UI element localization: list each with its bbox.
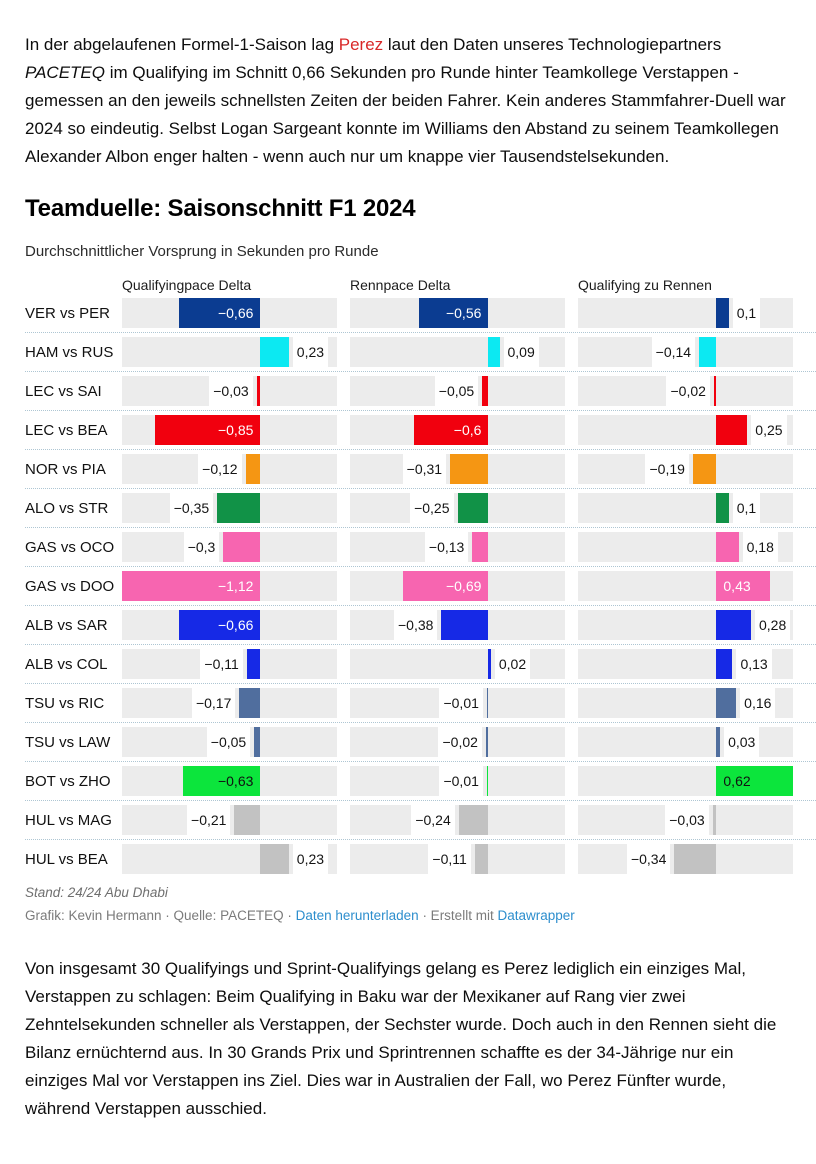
row-separator: [25, 410, 816, 411]
bar-track: [578, 415, 793, 445]
outro-paragraph: [25, 955, 791, 1123]
value-label: 0,1: [733, 493, 760, 523]
row-label: NOR vs PIA: [25, 460, 106, 478]
bar-track: [122, 493, 337, 523]
chart-rows: [25, 298, 816, 874]
value-label: −0,63: [217, 773, 254, 789]
bar-track: [122, 844, 337, 874]
bar-track: [350, 493, 565, 523]
chart-attribution: [25, 908, 816, 923]
column-header-qualifyingpace: Qualifyingpace Delta: [122, 277, 252, 293]
bar-track: [350, 454, 565, 484]
value-label: −0,3: [184, 532, 220, 562]
chart-row: [25, 376, 816, 406]
chart-row: [25, 571, 816, 601]
bar: [713, 805, 717, 835]
bar: [716, 493, 728, 523]
chart-row: [25, 532, 816, 562]
bar: [716, 649, 732, 679]
value-label: 0,23: [293, 337, 328, 367]
value-label: 0,16: [740, 688, 775, 718]
chart-row: [25, 415, 816, 445]
value-label: −0,34: [627, 844, 670, 874]
row-separator: [25, 800, 816, 801]
bar-track: [350, 688, 565, 718]
row-label: GAS vs OCO: [25, 538, 115, 556]
value-label: 0,13: [736, 649, 771, 679]
value-label: −0,56: [445, 305, 482, 321]
row-label: LEC vs SAI: [25, 382, 102, 400]
bar-track: [122, 298, 337, 328]
bar: [260, 337, 288, 367]
value-label: 0,03: [724, 727, 759, 757]
value-label: −0,01: [439, 766, 482, 796]
value-label: −0,02: [666, 376, 709, 406]
value-label: −0,21: [187, 805, 230, 835]
value-label: −0,19: [645, 454, 688, 484]
bar-track: [578, 337, 793, 367]
value-label: −0,25: [410, 493, 453, 523]
value-label: 0,18: [743, 532, 778, 562]
row-label: TSU vs LAW: [25, 733, 111, 751]
value-label: −0,13: [425, 532, 468, 562]
bar-track: [578, 571, 793, 601]
bar-track: [122, 376, 337, 406]
column-header-rennpace: Rennpace Delta: [350, 277, 451, 293]
bar: [260, 844, 288, 874]
chart-row: [25, 844, 816, 874]
bar-track: [122, 337, 337, 367]
row-label: GAS vs DOO: [25, 577, 115, 595]
value-label: −0,69: [445, 578, 482, 594]
bar-track: [578, 493, 793, 523]
bar-track: [122, 727, 337, 757]
bar-track: [122, 649, 337, 679]
bar-track: [350, 649, 565, 679]
chart-row: [25, 493, 816, 523]
bar-track: [122, 454, 337, 484]
bar-track: [350, 727, 565, 757]
bar-track: [122, 688, 337, 718]
bar: [716, 688, 736, 718]
bar-track: [578, 844, 793, 874]
row-label: BOT vs ZHO: [25, 772, 111, 790]
row-label: HAM vs RUS: [25, 343, 114, 361]
bar: [459, 805, 489, 835]
bar: [247, 649, 261, 679]
bar: [472, 532, 488, 562]
row-separator: [25, 566, 816, 567]
value-label: 0,25: [751, 415, 786, 445]
chart-row: [25, 649, 816, 679]
chart-note-stand: Stand: 24/24 Abu Dhabi: [25, 885, 168, 900]
intro-paragraph: [25, 31, 791, 171]
bar-track: [578, 376, 793, 406]
bar: [674, 844, 716, 874]
bar-track: [350, 571, 565, 601]
value-label: −0,66: [217, 617, 254, 633]
bar-track: [578, 532, 793, 562]
row-label: ALB vs SAR: [25, 616, 108, 634]
bar: [716, 532, 738, 562]
value-label: −0,05: [207, 727, 250, 757]
text-segment: laut den Daten unseres Technologiepartners: [383, 35, 722, 54]
chart-row: [25, 298, 816, 328]
value-label: −0,02: [438, 727, 481, 757]
value-label: −0,38: [394, 610, 437, 640]
bar: [234, 805, 260, 835]
chart-row: [25, 610, 816, 640]
chart-row: [25, 727, 816, 757]
value-label: −0,03: [665, 805, 708, 835]
value-label: 0,43: [723, 578, 751, 594]
column-headers: [25, 277, 816, 293]
value-label: 0,28: [755, 610, 790, 640]
chart-row: [25, 454, 816, 484]
value-label: 0,23: [293, 844, 328, 874]
row-label: HUL vs BEA: [25, 850, 108, 868]
value-label: 0,62: [723, 773, 751, 789]
value-label: 0,02: [495, 649, 530, 679]
row-separator: [25, 332, 816, 333]
row-separator: [25, 527, 816, 528]
row-separator: [25, 605, 816, 606]
bar-track: [122, 766, 337, 796]
bar-track: [350, 532, 565, 562]
row-label: LEC vs BEA: [25, 421, 108, 439]
value-label: −0,11: [200, 649, 242, 679]
column-header-spacer: [25, 277, 122, 293]
row-label: HUL vs MAG: [25, 811, 112, 829]
bar-track: [350, 298, 565, 328]
row-label: ALO vs STR: [25, 499, 109, 517]
row-label: VER vs PER: [25, 304, 111, 322]
value-label: 0,09: [504, 337, 539, 367]
text-italic: PACETEQ: [25, 63, 105, 82]
text-segment: In der abgelaufenen Formel-1-Saison lag: [25, 35, 339, 54]
bar: [487, 688, 489, 718]
bar-track: [578, 766, 793, 796]
row-separator: [25, 683, 816, 684]
chart-row: [25, 805, 816, 835]
bar-track: [578, 805, 793, 835]
bar: [716, 298, 728, 328]
value-label: −1,12: [217, 578, 254, 594]
row-separator: [25, 722, 816, 723]
bar: [223, 532, 260, 562]
value-label: −0,17: [192, 688, 235, 718]
bar-track: [578, 688, 793, 718]
bar: [254, 727, 260, 757]
value-label: −0,12: [198, 454, 241, 484]
text-segment: Von insgesamt 30 Qualifyings und Sprint-Qualifyings gelang es Perez lediglich ein einziges Mal, Verstappen zu schlagen: Beim Qualifying in Baku war der Mexikaner auf Rang vier zwei Zehntelsekunden schneller als Verstappen, der Sechster wurde. Doch auch in den Rennen sieht die Bilanz ernüchternd aus. In 30 Grands Prix und Sprintrennen schaffte es der 34-Jährige nur ein einziges Mal vor Verstappen ins Ziel. Dies war in Australien der Fall, wo Perez Fünfter wurde, während Verstappen ausschied.: [25, 959, 777, 1118]
bar: [246, 454, 261, 484]
bar-track: [350, 415, 565, 445]
row-separator: [25, 644, 816, 645]
bar-track: [350, 337, 565, 367]
bar: [450, 454, 488, 484]
value-label: −0,31: [403, 454, 446, 484]
value-label: −0,03: [209, 376, 252, 406]
bar-track: [578, 649, 793, 679]
text-segment: im Qualifying im Schnitt 0,66 Sekunden pro Runde hinter Teamkollege Verstappen - gemessen an den jeweils schnellsten Zeiten der beiden Fahrer. Kein anderes Stammfahrer-Duell war 2024 so eindeutig. Selbst Logan Sargeant konnte im Williams den Abstand zu seinem Teamkollegen Alexander Albon enger halten - wenn auch nur um knappe vier Tausendstelsekunden.: [25, 63, 786, 166]
row-separator: [25, 449, 816, 450]
value-label: −0,24: [411, 805, 454, 835]
bar: [699, 337, 716, 367]
bar: [693, 454, 716, 484]
text-segment: · Erstellt mit: [418, 908, 498, 923]
bar-track: [578, 727, 793, 757]
bar: [714, 376, 716, 406]
row-label: ALB vs COL: [25, 655, 108, 673]
datawrapper-link[interactable]: Datawrapper: [497, 908, 575, 923]
value-label: −0,85: [217, 422, 254, 438]
value-label: 0,1: [733, 298, 760, 328]
value-label: −0,66: [217, 305, 254, 321]
bar-track: [578, 298, 793, 328]
value-label: −0,35: [170, 493, 213, 523]
text-accent: Perez: [338, 35, 384, 54]
download-data-link[interactable]: Daten herunterladen: [295, 908, 419, 923]
bar: [458, 493, 489, 523]
bar: [239, 688, 260, 718]
row-separator: [25, 839, 816, 840]
row-separator: [25, 371, 816, 372]
bar: [257, 376, 261, 406]
bar-track: [122, 532, 337, 562]
bar-track: [350, 805, 565, 835]
bar: [217, 493, 260, 523]
chart-row: [25, 766, 816, 796]
page-title: Teamduelle: Saisonschnitt F1 2024: [25, 195, 416, 222]
bar: [441, 610, 488, 640]
bar: [716, 610, 751, 640]
bar: [487, 766, 489, 796]
chart-subtitle: Durchschnittlicher Vorsprung in Sekunden pro Runde: [25, 243, 379, 260]
bar-track: [578, 610, 793, 640]
row-separator: [25, 761, 816, 762]
row-separator: [25, 488, 816, 489]
value-label: −0,01: [439, 688, 482, 718]
chart-row: [25, 688, 816, 718]
bar: [482, 376, 488, 406]
bar-track: [122, 610, 337, 640]
row-label: TSU vs RIC: [25, 694, 105, 712]
bar-track: [350, 844, 565, 874]
bar: [488, 649, 490, 679]
column-header-quali-zu-rennen: Qualifying zu Rennen: [578, 277, 712, 293]
value-label: −0,11: [428, 844, 470, 874]
chart-row: [25, 337, 816, 367]
text-segment: Grafik: Kevin Hermann · Quelle: PACETEQ ·: [25, 908, 296, 923]
bar-track: [578, 454, 793, 484]
bar-track: [122, 571, 337, 601]
bar: [488, 337, 499, 367]
bar-track: [350, 610, 565, 640]
bar-track: [122, 805, 337, 835]
bar-track: [122, 415, 337, 445]
bar: [486, 727, 488, 757]
value-label: −0,14: [652, 337, 695, 367]
value-label: −0,6: [453, 422, 482, 438]
value-label: −0,05: [435, 376, 478, 406]
bar: [716, 727, 720, 757]
bar: [716, 415, 747, 445]
bar-track: [350, 766, 565, 796]
bar-track: [350, 376, 565, 406]
bar: [475, 844, 489, 874]
